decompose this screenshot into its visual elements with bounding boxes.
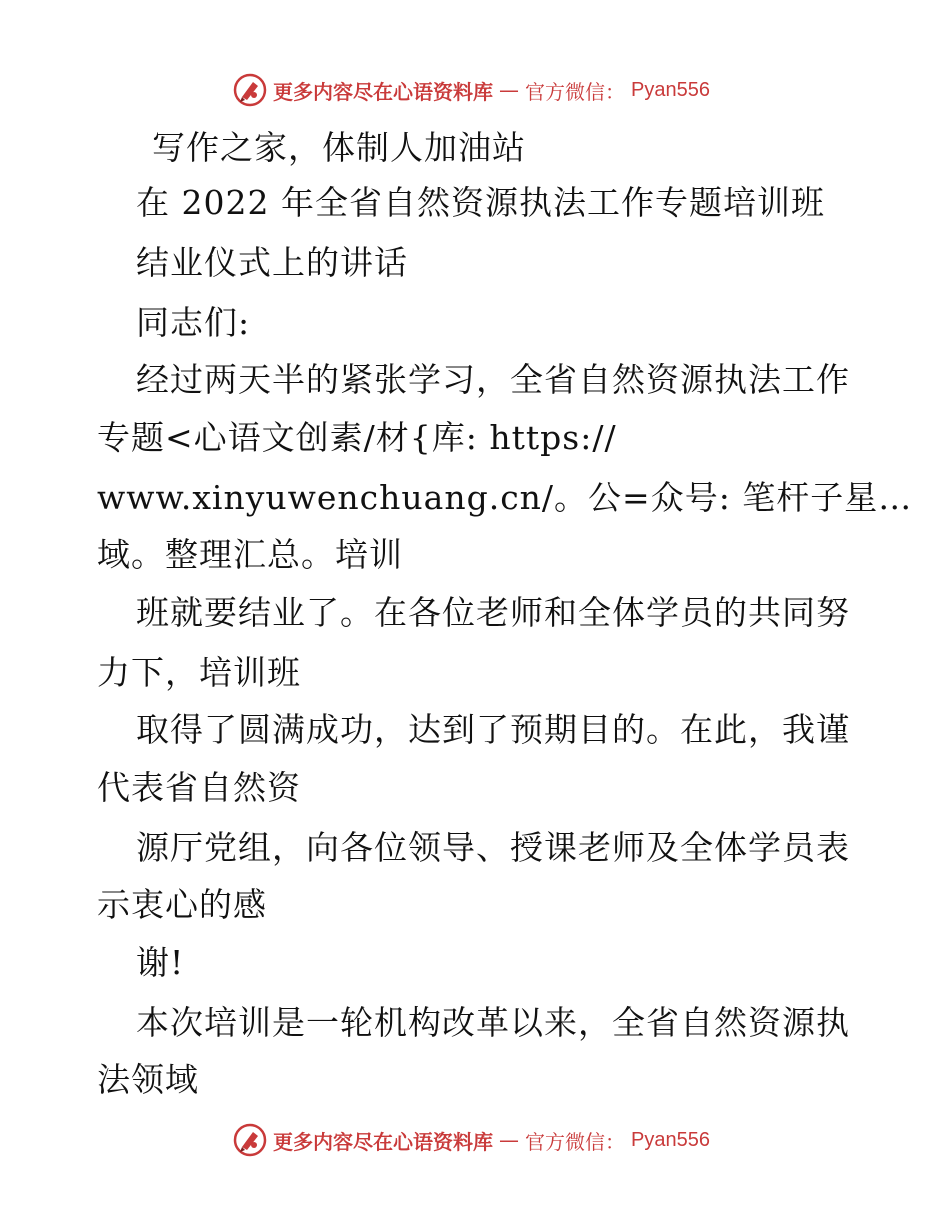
doc-line: 示衷心的感 [97, 885, 267, 924]
doc-line: 法领域 [97, 1060, 199, 1099]
doc-line: 源厅党组，向各位领导、授课老师及全体学员表 [136, 828, 850, 867]
watermark-text: 更多内容尽在心语资料库 [273, 79, 493, 104]
doc-line: 域。整理汇总。培训 [97, 535, 403, 574]
doc-line: 写作之家，体制人加油站 [152, 128, 526, 167]
watermark-wechat-id: Pyan556 [631, 1128, 710, 1151]
doc-line: 班就要结业了。在各位老师和全体学员的共同努 [136, 593, 850, 632]
doc-line: 力下，培训班 [97, 653, 301, 692]
doc-line: 专题<心语文创素/材{库: https:// [97, 418, 617, 457]
watermark-separator: — [499, 78, 519, 102]
pen-logo-icon [233, 73, 267, 107]
watermark-wechat-label: 官方微信： [525, 79, 625, 104]
watermark-separator: — [499, 1128, 519, 1152]
doc-line: 代表省自然资 [97, 768, 301, 807]
doc-line: www.xinyuwenchuang.cn/。公=众号: 笔杆子星… [97, 478, 913, 517]
pen-logo-icon [233, 1123, 267, 1157]
doc-line: 同志们: [136, 303, 251, 342]
doc-title-line: 结业仪式上的讲话 [136, 243, 408, 282]
watermark-wechat-id: Pyan556 [631, 78, 710, 101]
watermark-text: 更多内容尽在心语资料库 [273, 1129, 493, 1154]
watermark-wechat-label: 官方微信： [525, 1129, 625, 1154]
doc-line: 经过两天半的紧张学习，全省自然资源执法工作 [136, 360, 850, 399]
doc-line: 取得了圆满成功，达到了预期目的。在此，我谨 [136, 710, 850, 749]
doc-line: 谢! [136, 943, 185, 982]
doc-title-line: 在 2022 年全省自然资源执法工作专题培训班 [136, 183, 825, 222]
header-watermark [233, 72, 710, 108]
doc-line: 本次培训是一轮机构改革以来，全省自然资源执 [136, 1003, 850, 1042]
footer-watermark [233, 1122, 710, 1158]
